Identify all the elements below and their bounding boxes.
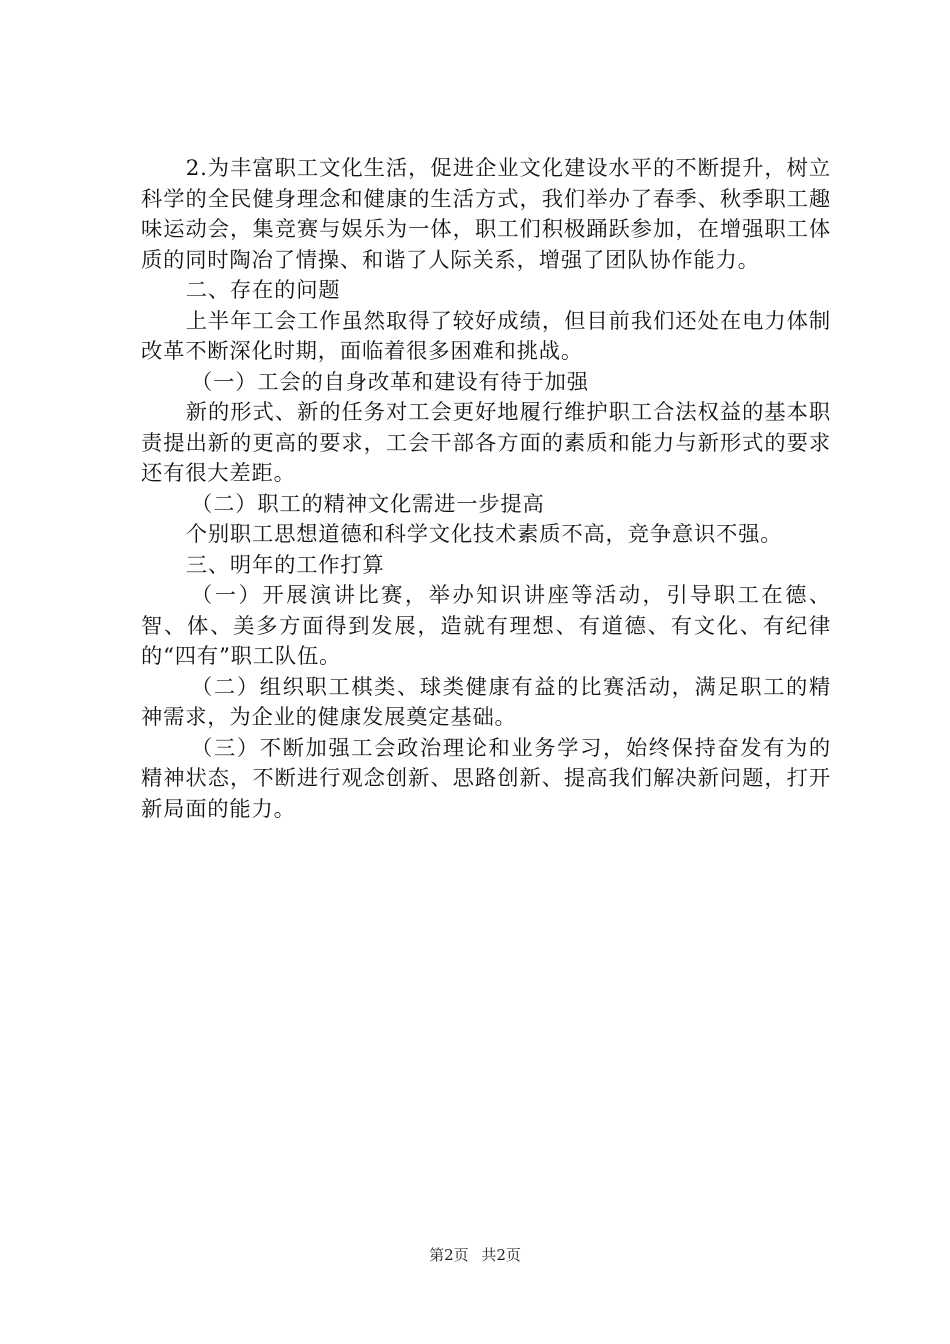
paragraph-problems-intro: 上半年工会工作虽然取得了较好成绩，但目前我们还处在电力体制改革不断深化时期，面临着很多困难和挑战。: [141, 308, 831, 364]
page-footer: [0, 1244, 950, 1265]
paragraph-spiritual-culture: 个别职工思想道德和科学文化技术素质不高，竞争意识不强。: [185, 522, 783, 547]
paragraph-sports-events: 2.为丰富职工文化生活，促进企业文化建设水平的不断提升，树立科学的全民健身理念和健康的生活方式，我们举办了春季、秋季职工趣味运动会，集竞赛与娱乐为一体，职工们积极踊跃参加，在增强职工体质的同时陶冶了情操、和谐了人际关系，增强了团队协作能力。: [141, 156, 831, 273]
heading-next-year-plan: 三、明年的工作打算: [185, 552, 385, 578]
subheading-spiritual-culture: （二）职工的精神文化需进一步提高: [191, 491, 545, 517]
paragraph-plan-sports-activities: （二）组织职工棋类、球类健康有益的比赛活动，满足职工的精神需求，为企业的健康发展奠定基础。: [141, 674, 831, 730]
page-total: 共2页: [481, 1246, 521, 1264]
paragraph-plan-speech-contest: （一）开展演讲比赛，举办知识讲座等活动，引导职工在德、智、体、美多方面得到发展，造就有理想、有道德、有文化、有纪律的“四有”职工队伍。: [141, 583, 831, 669]
heading-existing-problems: 二、存在的问题: [185, 278, 341, 303]
document-body: [141, 154, 831, 825]
paragraph-union-reform: 新的形式、新的任务对工会更好地履行维护职工合法权益的基本职责提出新的更高的要求，工会干部各方面的素质和能力与新形式的要求还有很大差距。: [141, 400, 831, 486]
paragraph-plan-political-study: （三）不断加强工会政治理论和业务学习，始终保持奋发有为的精神状态，不断进行观念创新、思路创新、提高我们解决新问题，打开新局面的能力。: [141, 735, 831, 822]
page-number: 第2页: [429, 1246, 469, 1264]
subheading-union-reform: （一）工会的自身改革和建设有待于加强: [191, 369, 589, 395]
